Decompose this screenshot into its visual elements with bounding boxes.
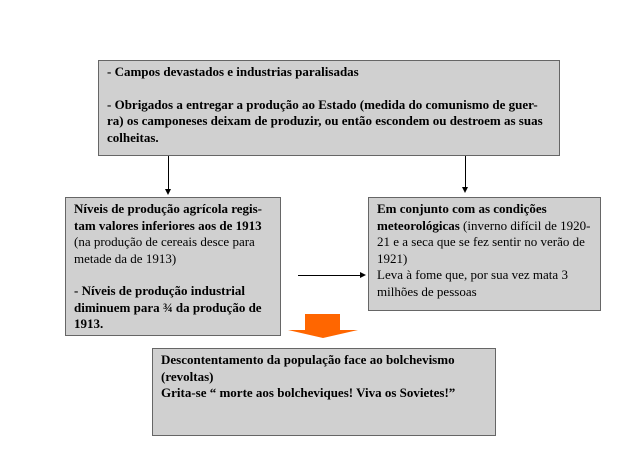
right-box-normal2: Leva à fome que, por sua vez mata 3 milhões de pessoas [377, 267, 568, 299]
left-box-bold1: Níveis de produção agrícola regis-tam valores inferiores aos de 1913 [74, 201, 263, 233]
left-box-bold2: - Níveis de produção industrial diminuem para ¾ da produção de 1913. [74, 283, 262, 331]
arrow-top-right-line [465, 156, 466, 188]
top-box-line2: - Obrigados a entregar a produção ao Estado (medida do comunismo de guer-ra) os camponeses deixam de produzir, ou então escondem ou destroem as suas colheitas. [107, 96, 543, 145]
bottom-box-line2: Grita-se “ morte aos bolcheviques! Viva os Sovietes!” [161, 385, 456, 400]
bottom-box [152, 348, 496, 436]
right-box-bold1: Em conjunto com as condições meteorológicas [377, 201, 547, 233]
arrow-horizontal-head [360, 272, 366, 278]
orange-arrow-head [288, 330, 358, 338]
arrow-horizontal-line [298, 275, 360, 276]
bottom-box-line1: Descontentamento da população face ao bolchevismo (revoltas) [161, 352, 455, 384]
arrow-top-left-head [165, 189, 171, 195]
left-box-normal1: (na produção de cereais desce para metade da de 1913) [74, 234, 255, 266]
arrow-top-right-head [462, 187, 468, 193]
orange-arrow-shaft [305, 314, 340, 330]
right-box [368, 197, 601, 311]
arrow-top-left-line [168, 156, 169, 190]
top-box-line1: - Campos devastados e industrias paralisadas [107, 64, 359, 79]
top-box [98, 60, 560, 156]
right-box-normal1: (inverno difícil de 1920-21 e a seca que se fez sentir no verão de 1921) [377, 217, 591, 266]
left-box [65, 197, 281, 336]
